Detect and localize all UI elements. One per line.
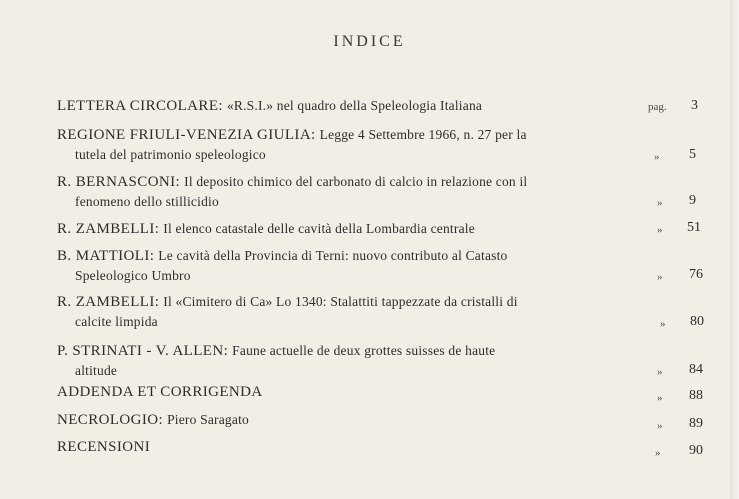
entry-heading: B. MATTIOLI: bbox=[57, 248, 155, 264]
ditto-marker: » bbox=[657, 271, 663, 283]
page-number: 89 bbox=[689, 416, 703, 431]
page-number: 9 bbox=[689, 193, 696, 208]
entry-heading: R. ZAMBELLI: bbox=[57, 294, 160, 310]
page-number: 3 bbox=[691, 98, 698, 113]
entry-description-continued: tutela del patrimonio speleologico bbox=[75, 147, 266, 162]
entry-description: «R.S.I.» nel quadro della Speleologia Italiana bbox=[226, 98, 483, 113]
entry-heading: NECROLOGIO: bbox=[57, 412, 164, 428]
entry-description-continued: fenomeno dello stillicidio bbox=[75, 194, 219, 209]
page-number: 88 bbox=[689, 388, 703, 403]
entry-description: Il «Cimitero di Ca» Lo 1340: Stalattiti tappezzate da cristalli di bbox=[163, 294, 518, 309]
toc-entry bbox=[57, 437, 617, 457]
entry-description: Le cavità della Provincia di Terni: nuovo contributo al Catasto bbox=[158, 248, 508, 263]
ditto-marker: » bbox=[657, 392, 663, 404]
toc-entry bbox=[57, 219, 617, 239]
toc-entry bbox=[57, 96, 617, 116]
toc-entry bbox=[57, 172, 617, 212]
index-title: INDICE bbox=[333, 33, 406, 50]
entry-description: Il elenco catastale delle cavità della Lombardia centrale bbox=[163, 221, 475, 236]
ditto-marker: » bbox=[655, 447, 661, 459]
ditto-marker: » bbox=[657, 224, 663, 236]
page-number: 84 bbox=[689, 362, 703, 377]
toc-entry bbox=[57, 292, 617, 332]
entry-description: Faune actuelle de deux grottes suisses de haute bbox=[232, 343, 496, 358]
page-edge bbox=[730, 0, 739, 499]
entry-description-continued: altitude bbox=[75, 363, 118, 378]
ditto-marker: » bbox=[657, 197, 663, 209]
toc-entry bbox=[57, 341, 617, 381]
ditto-marker: » bbox=[654, 151, 660, 163]
toc-entry bbox=[57, 410, 617, 430]
entry-heading: RECENSIONI bbox=[57, 439, 151, 455]
toc-entry bbox=[57, 125, 617, 165]
entry-heading: R. BERNASCONI: bbox=[57, 174, 181, 190]
entry-heading: REGIONE FRIULI-VENEZIA GIULIA: bbox=[57, 127, 316, 143]
ditto-marker: » bbox=[657, 366, 663, 378]
entry-heading: LETTERA CIRCOLARE: bbox=[57, 98, 223, 114]
entry-description: Legge 4 Settembre 1966, n. 27 per la bbox=[319, 127, 527, 142]
entry-description-continued: calcite limpida bbox=[75, 314, 158, 329]
entry-description-continued: Speleologico Umbro bbox=[75, 268, 191, 283]
page-number: 90 bbox=[689, 443, 703, 458]
toc-entry bbox=[57, 382, 617, 402]
toc-entry bbox=[57, 246, 617, 286]
entry-heading: R. ZAMBELLI: bbox=[57, 221, 160, 237]
entry-heading: ADDENDA ET CORRIGENDA bbox=[57, 384, 263, 400]
entry-description: Piero Saragato bbox=[167, 412, 249, 427]
page-marker: pag. bbox=[648, 101, 667, 113]
ditto-marker: » bbox=[657, 420, 663, 432]
page-number: 51 bbox=[687, 220, 701, 235]
page-number: 5 bbox=[689, 147, 696, 162]
ditto-marker: » bbox=[660, 318, 666, 330]
page-number: 80 bbox=[690, 314, 704, 329]
page-number: 76 bbox=[689, 267, 703, 282]
entry-heading: P. STRINATI - V. ALLEN: bbox=[57, 343, 229, 359]
entry-description: Il deposito chimico del carbonato di calcio in relazione con il bbox=[184, 174, 528, 189]
